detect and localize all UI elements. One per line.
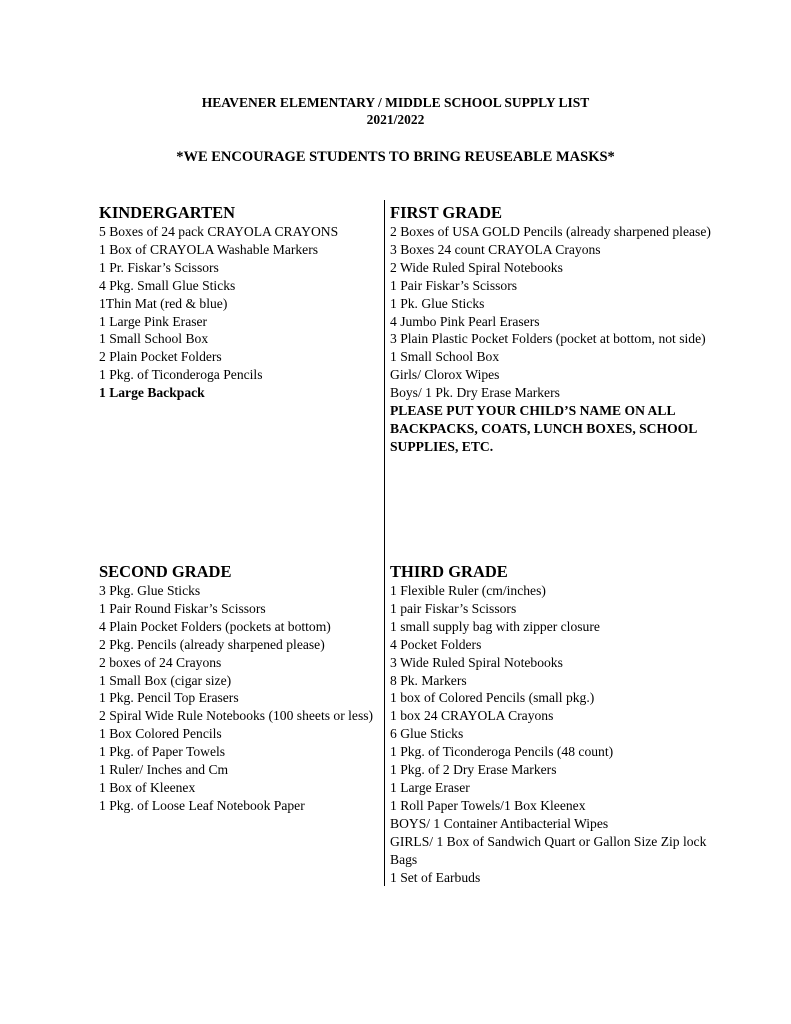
list-item: 1 Pkg. of 2 Dry Erase Markers	[390, 762, 557, 778]
list-item: 1 Small School Box	[390, 349, 500, 365]
supply-list	[99, 223, 384, 402]
third-grade-section	[390, 562, 730, 886]
list-item: 4 Pkg. Small Glue Sticks	[99, 277, 236, 293]
list-item: 1 Pair Fiskar’s Scissors	[390, 277, 518, 293]
section-title: FIRST GRADE	[390, 203, 503, 222]
list-item: 4 Jumbo Pink Pearl Erasers	[390, 313, 540, 329]
list-item: 3 Plain Plastic Pocket Folders (pocket at bottom, not side)	[390, 331, 706, 347]
supply-list	[390, 582, 730, 886]
list-item: 2 Plain Pocket Folders	[99, 349, 222, 365]
list-item: 2 boxes of 24 Crayons	[99, 654, 222, 670]
list-item: 1 Pr. Fiskar’s Scissors	[99, 259, 219, 275]
list-item: 1 box of Colored Pencils (small pkg.)	[390, 690, 595, 706]
list-item: 2 Boxes of USA GOLD Pencils (already sharpened please)	[390, 224, 711, 239]
list-item: 1 Large Pink Eraser	[99, 313, 208, 329]
list-item: 1Thin Mat (red & blue)	[99, 295, 228, 311]
list-item: 1 Pkg. of Ticonderoga Pencils	[99, 367, 263, 383]
list-item: 2 Wide Ruled Spiral Notebooks	[390, 259, 563, 275]
list-item: 1 Pkg. of Paper Towels	[99, 744, 226, 760]
list-item: 1 Box of Kleenex	[99, 779, 196, 795]
list-item: 4 Pocket Folders	[390, 636, 482, 652]
list-item: 4 Plain Pocket Folders (pockets at bottom)	[99, 618, 331, 634]
second-grade-section	[99, 562, 379, 815]
list-item: 1 Box of CRAYOLA Washable Markers	[99, 241, 319, 257]
list-item: 2 Pkg. Pencils (already sharpened please)	[99, 636, 325, 652]
list-item: 1 Roll Paper Towels/1 Box Kleenex	[390, 797, 586, 813]
document-title: HEAVENER ELEMENTARY / MIDDLE SCHOOL SUPPLY LIST	[201, 95, 590, 110]
list-item: 1 Ruler/ Inches and Cm	[99, 762, 229, 778]
school-year: 2021/2022	[366, 112, 425, 127]
list-item: 2 Spiral Wide Rule Notebooks (100 sheets or less)	[99, 708, 374, 724]
list-item: 1 Pk. Glue Sticks	[390, 295, 485, 311]
column-divider	[384, 200, 385, 886]
list-item: 3 Boxes 24 count CRAYOLA Crayons	[390, 241, 601, 257]
list-item: Girls/ Clorox Wipes	[390, 367, 500, 383]
list-item: 1 Large Eraser	[390, 779, 470, 795]
supply-list	[99, 582, 379, 815]
list-item: 1 Large Backpack	[99, 385, 205, 401]
list-item: GIRLS/ 1 Box of Sandwich Quart or Gallon Size Zip lock Bags	[390, 833, 707, 867]
list-item: 1 box 24 CRAYOLA Crayons	[390, 708, 554, 724]
mask-notice: *WE ENCOURAGE STUDENTS TO BRING REUSEABLE MASKS*	[176, 149, 615, 165]
list-item: 3 Wide Ruled Spiral Notebooks	[390, 654, 563, 670]
first-grade-section	[390, 203, 730, 456]
list-item: 1 small supply bag with zipper closure	[390, 618, 600, 634]
list-item: 5 Boxes of 24 pack CRAYOLA CRAYONS	[99, 224, 339, 239]
list-item: 1 Pkg. Pencil Top Erasers	[99, 690, 239, 706]
list-item: 1 Small Box (cigar size)	[99, 672, 232, 688]
name-reminder: PLEASE PUT YOUR CHILD’S NAME ON ALL BACKPACKS, COATS, LUNCH BOXES, SCHOOL SUPPLIES, ETC.	[390, 403, 697, 454]
list-item: 1 Small School Box	[99, 331, 209, 347]
list-item: 3 Pkg. Glue Sticks	[99, 583, 201, 598]
list-item: 6 Glue Sticks	[390, 726, 464, 742]
list-item: 1 Pair Round Fiskar’s Scissors	[99, 600, 266, 616]
list-item: 1 Flexible Ruler (cm/inches)	[390, 583, 546, 598]
list-item: 1 pair Fiskar’s Scissors	[390, 600, 517, 616]
section-title: SECOND GRADE	[99, 562, 232, 581]
list-item: 1 Pkg. of Ticonderoga Pencils (48 count)	[390, 744, 614, 760]
list-item: 1 Box Colored Pencils	[99, 726, 222, 742]
list-item: BOYS/ 1 Container Antibacterial Wipes	[390, 815, 609, 831]
list-item: 8 Pk. Markers	[390, 672, 467, 688]
section-title: KINDERGARTEN	[99, 203, 236, 222]
list-item: 1 Pkg. of Loose Leaf Notebook Paper	[99, 797, 305, 813]
list-item: 1 Set of Earbuds	[390, 869, 481, 885]
section-title: THIRD GRADE	[390, 562, 508, 581]
supply-list	[390, 223, 730, 456]
list-item: Boys/ 1 Pk. Dry Erase Markers	[390, 385, 560, 401]
kindergarten-section	[99, 203, 384, 402]
